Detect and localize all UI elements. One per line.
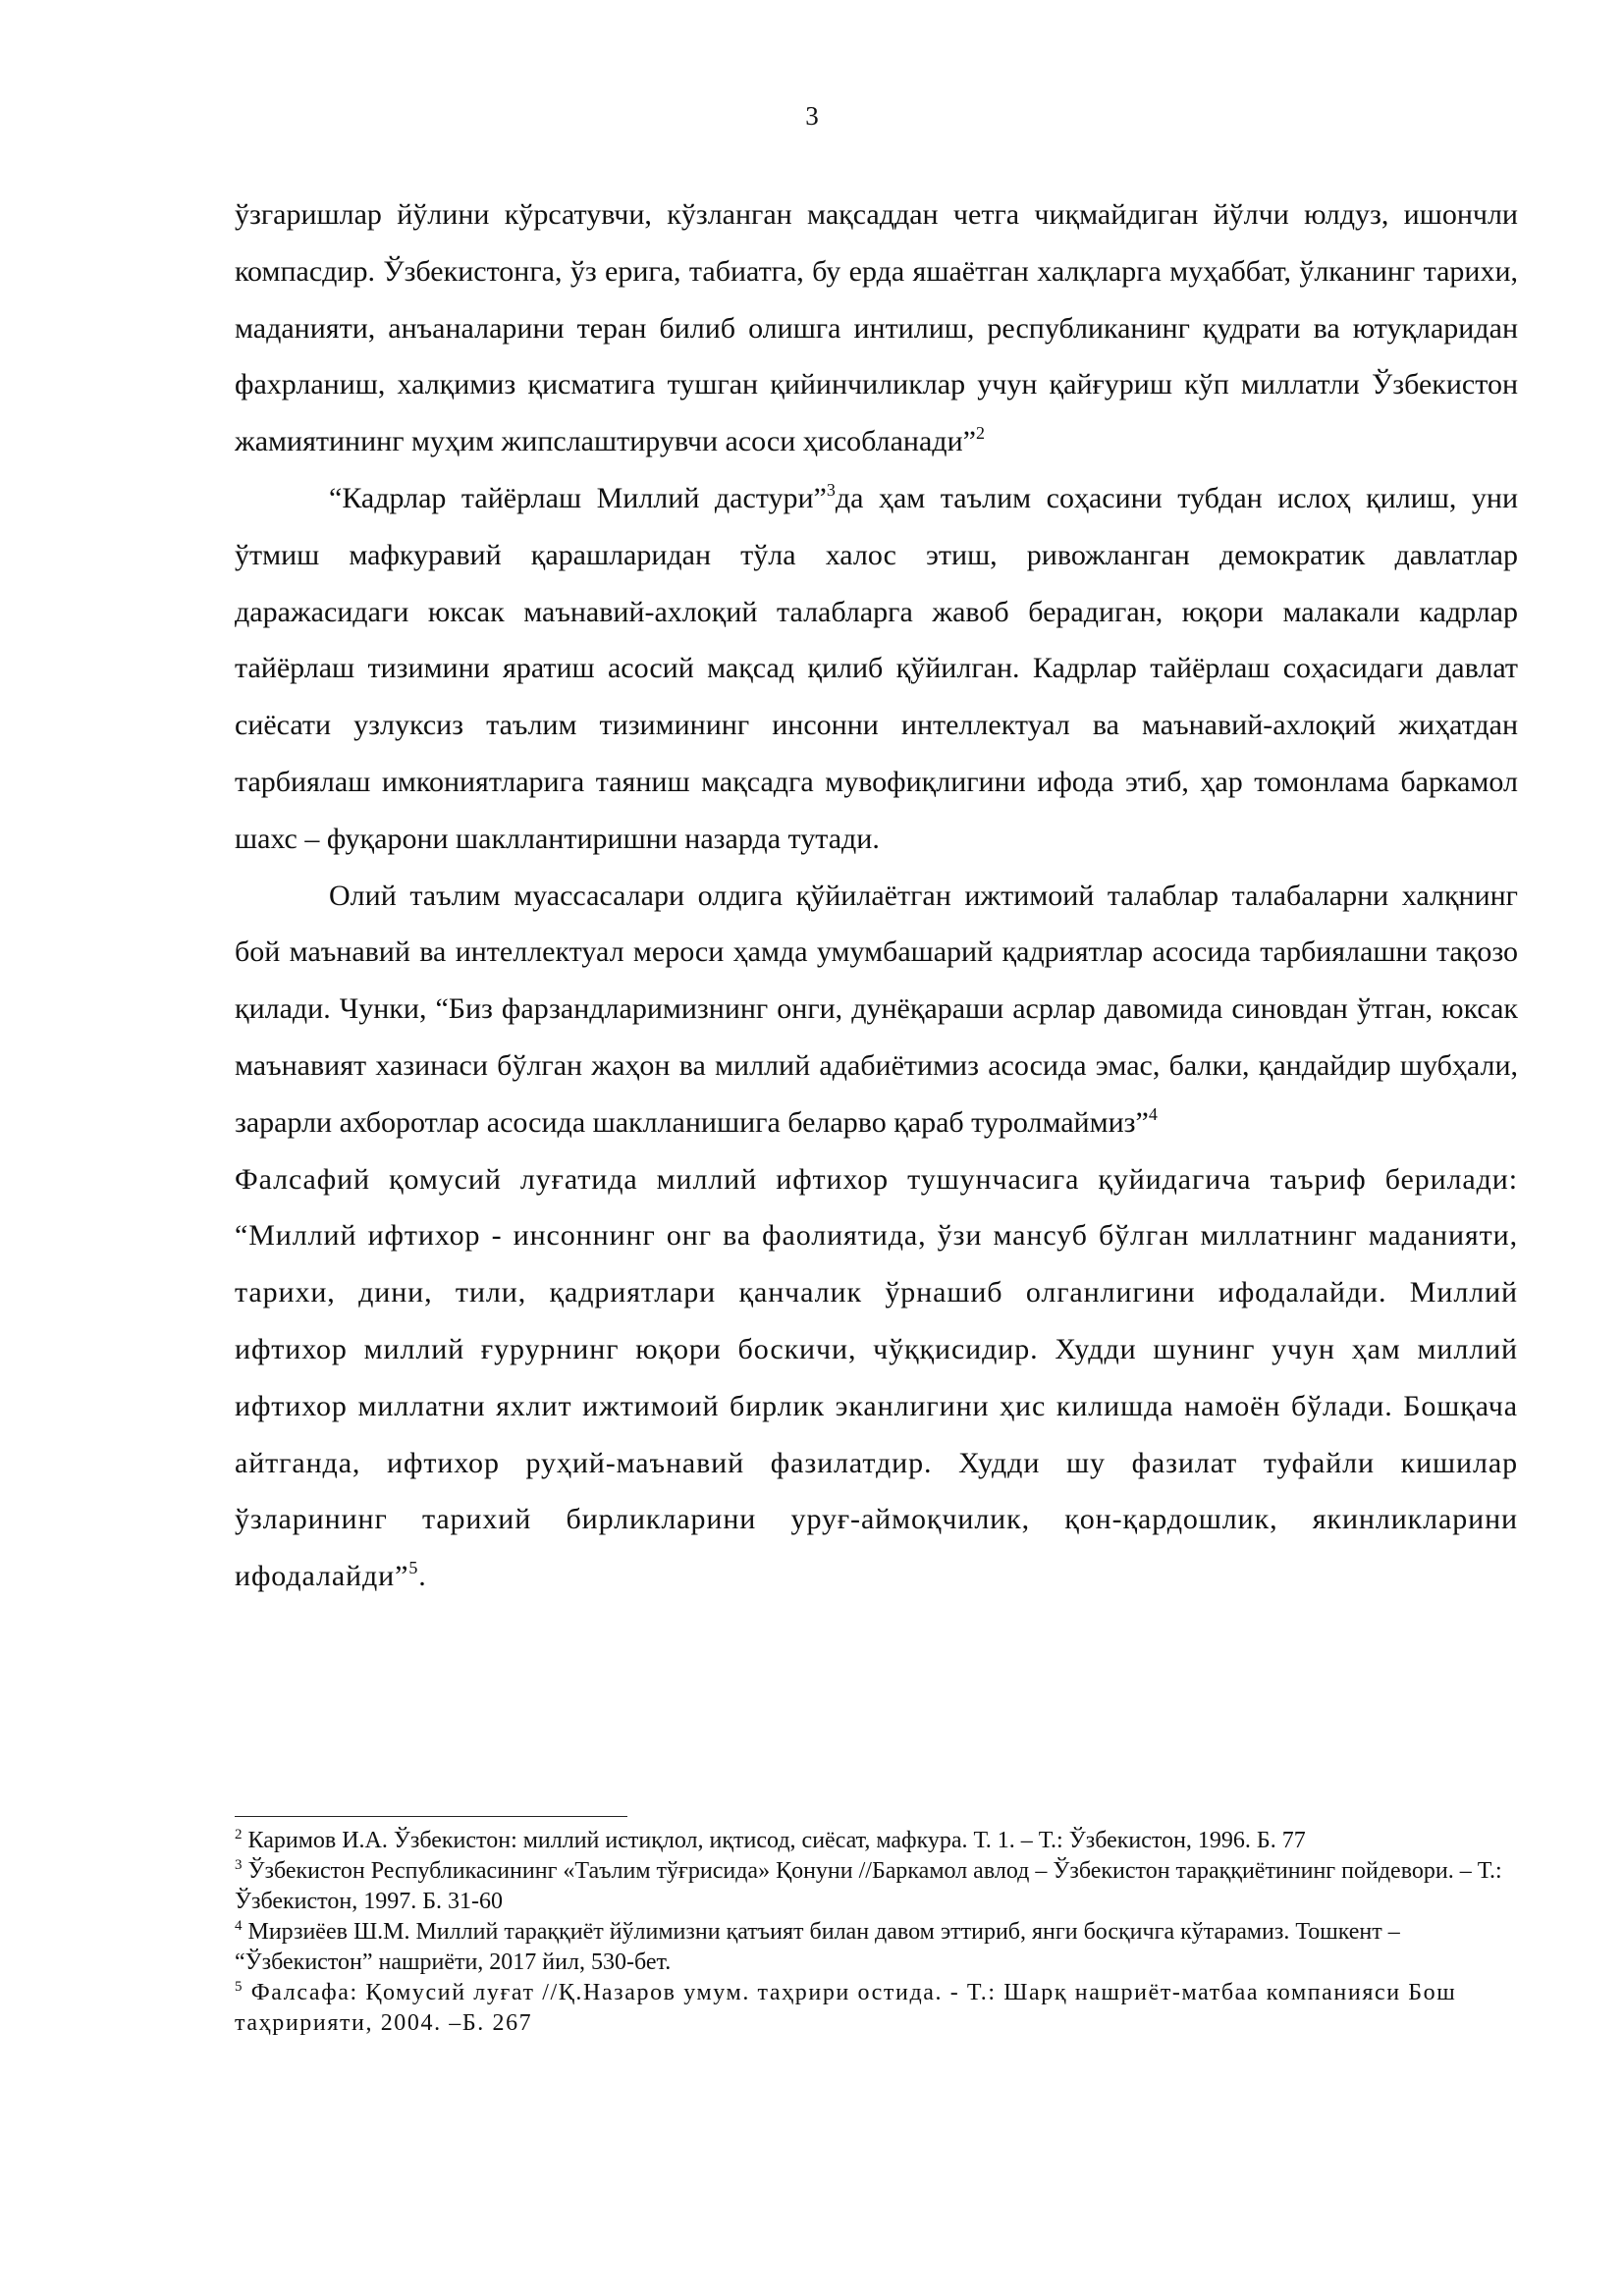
paragraph-text: ўзгаришлар йўлини кўрсатувчи, кўзланган мақсаддан четга чиқмайдиган йўлчи юлдуз, ишончли компасдир. Ўзбекистонга, ўз ерига, табиатга, бу ерда яшаётган халқларга муҳаббат, ўлканинг тарихи, маданияти, анъаналарини теран билиб олишга интилиш, республиканинг қудрати ва ютуқларидан фахрланиш, халқимиз қисматига тушган қийинчиликлар учун қайғуриш кўп миллатли Ўзбекистон жамиятининг муҳим жипслаштирувчи асоси ҳисобланади” [235, 198, 1518, 458]
footnote-reference: 4 [1148, 1103, 1158, 1124]
paragraph-text: . [418, 1560, 427, 1593]
paragraph-text: да ҳам таълим соҳасини тубдан ислоҳ қилиш, уни ўтмиш мафкуравий қарашларидан тўла халос этиш, ривожланган демократик давлатлар даражасидаги юксак маънавий-ахлоқий талабларга жавоб берадиган, юқори малакали кадрлар тайёрлаш тизимини яратиш асосий мақсад қилиб қўйилган. Кадрлар тайёрлаш соҳасидаги давлат сиёсати узлуксиз таълим тизимининг инсонни интеллектуал ва маънавий-ахлоқий жиҳатдан тарбиялаш имкониятларига таяниш мақсадга мувофиқлигини ифода этиб, ҳар томонлама баркамол шахс – фуқарони шакллантиришни назарда тутади. [235, 481, 1518, 855]
paragraph [235, 868, 1518, 1151]
page-number: 3 [805, 101, 819, 131]
paragraph [235, 1151, 1518, 1605]
footnote-number: 2 [235, 1827, 243, 1842]
body-text [235, 187, 1518, 1605]
footnote-text: Мирзиёев Ш.М. Миллий тараққиёт йўлимизни қатъият билан давом эттириб, янги босқичга кўтарамиз. Тошкент – “Ўзбекистон” нашриёти, 2017 йил, 530-бет. [235, 1919, 1400, 1975]
footnote [235, 1856, 1518, 1917]
paragraph-text: Фалсафий қомусий луғатида миллий ифтихор тушунчасига қуйидагича таъриф берилади: “Миллий ифтихор - инсоннинг онг ва фаолиятида, ўзи мансуб бўлган миллатнинг маданияти, тарихи, дини, тили, қадриятлари қанчалик ўрнашиб олганлигини ифодалайди. Миллий ифтихор миллий ғурурнинг юқори боскичи, чўққисидир. Худди шунинг учун ҳам миллий ифтихор миллатни яхлит ижтимоий бирлик эканлигини ҳис килишда намоён бўлади. Бошқача айтганда, ифтихор руҳий-маънавий фазилатдир. Худди шу фазилат туфайли кишилар ўзларининг тарихий бирликларини уруғ-аймоқчилик, қон-қардошлик, якинликларини ифодалайди” [235, 1162, 1518, 1593]
footnote-reference: 2 [975, 423, 985, 444]
footnote-reference: 5 [408, 1558, 419, 1578]
footnote [235, 1978, 1518, 2039]
footnote-text: Фалсафа: Қомусий луғат //Қ.Назаров умум. таҳрири остида. - Т.: Шарқ нашриёт-матбаа компанияси Бош таҳририяти, 2004. –Б. 267 [235, 1980, 1457, 2036]
footnote-number: 4 [235, 1918, 243, 1934]
footnote-separator [235, 1816, 627, 1817]
footnote-text: Каримов И.А. Ўзбекистон: миллий истиқлол, иқтисод, сиёсат, мафкура. Т. 1. – Т.: Ўзбекистон, 1996. Б. 77 [247, 1828, 1306, 1853]
paragraph [235, 470, 1518, 868]
footnote-text: Ўзбекистон Республикасининг «Таълим тўғрисида» Қонуни //Баркамол авлод – Ўзбекистон тараққиётининг пойдевори. – Т.: Ўзбекистон, 1997. Б. 31-60 [235, 1858, 1502, 1914]
footnote-number: 3 [235, 1857, 243, 1873]
footnotes [235, 1826, 1518, 2039]
paragraph [235, 187, 1518, 470]
paragraph-text: “Кадрлар тайёрлаш Миллий дастури” [329, 481, 827, 514]
footnote [235, 1917, 1518, 1978]
footnote-reference: 3 [826, 479, 836, 500]
paragraph-text: Олий таълим муассасалари олдига қўйилаётган ижтимоий талаблар талабаларни халқнинг бой маънавий ва интеллектуал мероси ҳамда умумбашарий қадриятлар асосида тарбиялашни тақозо қилади. Чунки, “Биз фарзандларимизнинг онги, дунёқараши асрлар давомида синовдан ўтган, юксак маънавият хазинаси бўлган жаҳон ва миллий адабиётимиз асосида эмас, балки, қандайдир шубҳали, зарарли ахборотлар асосида шаклланишига беларво қараб туролмаймиз” [235, 879, 1518, 1139]
footnote [235, 1826, 1518, 1856]
footnote-number: 5 [235, 1979, 244, 1995]
